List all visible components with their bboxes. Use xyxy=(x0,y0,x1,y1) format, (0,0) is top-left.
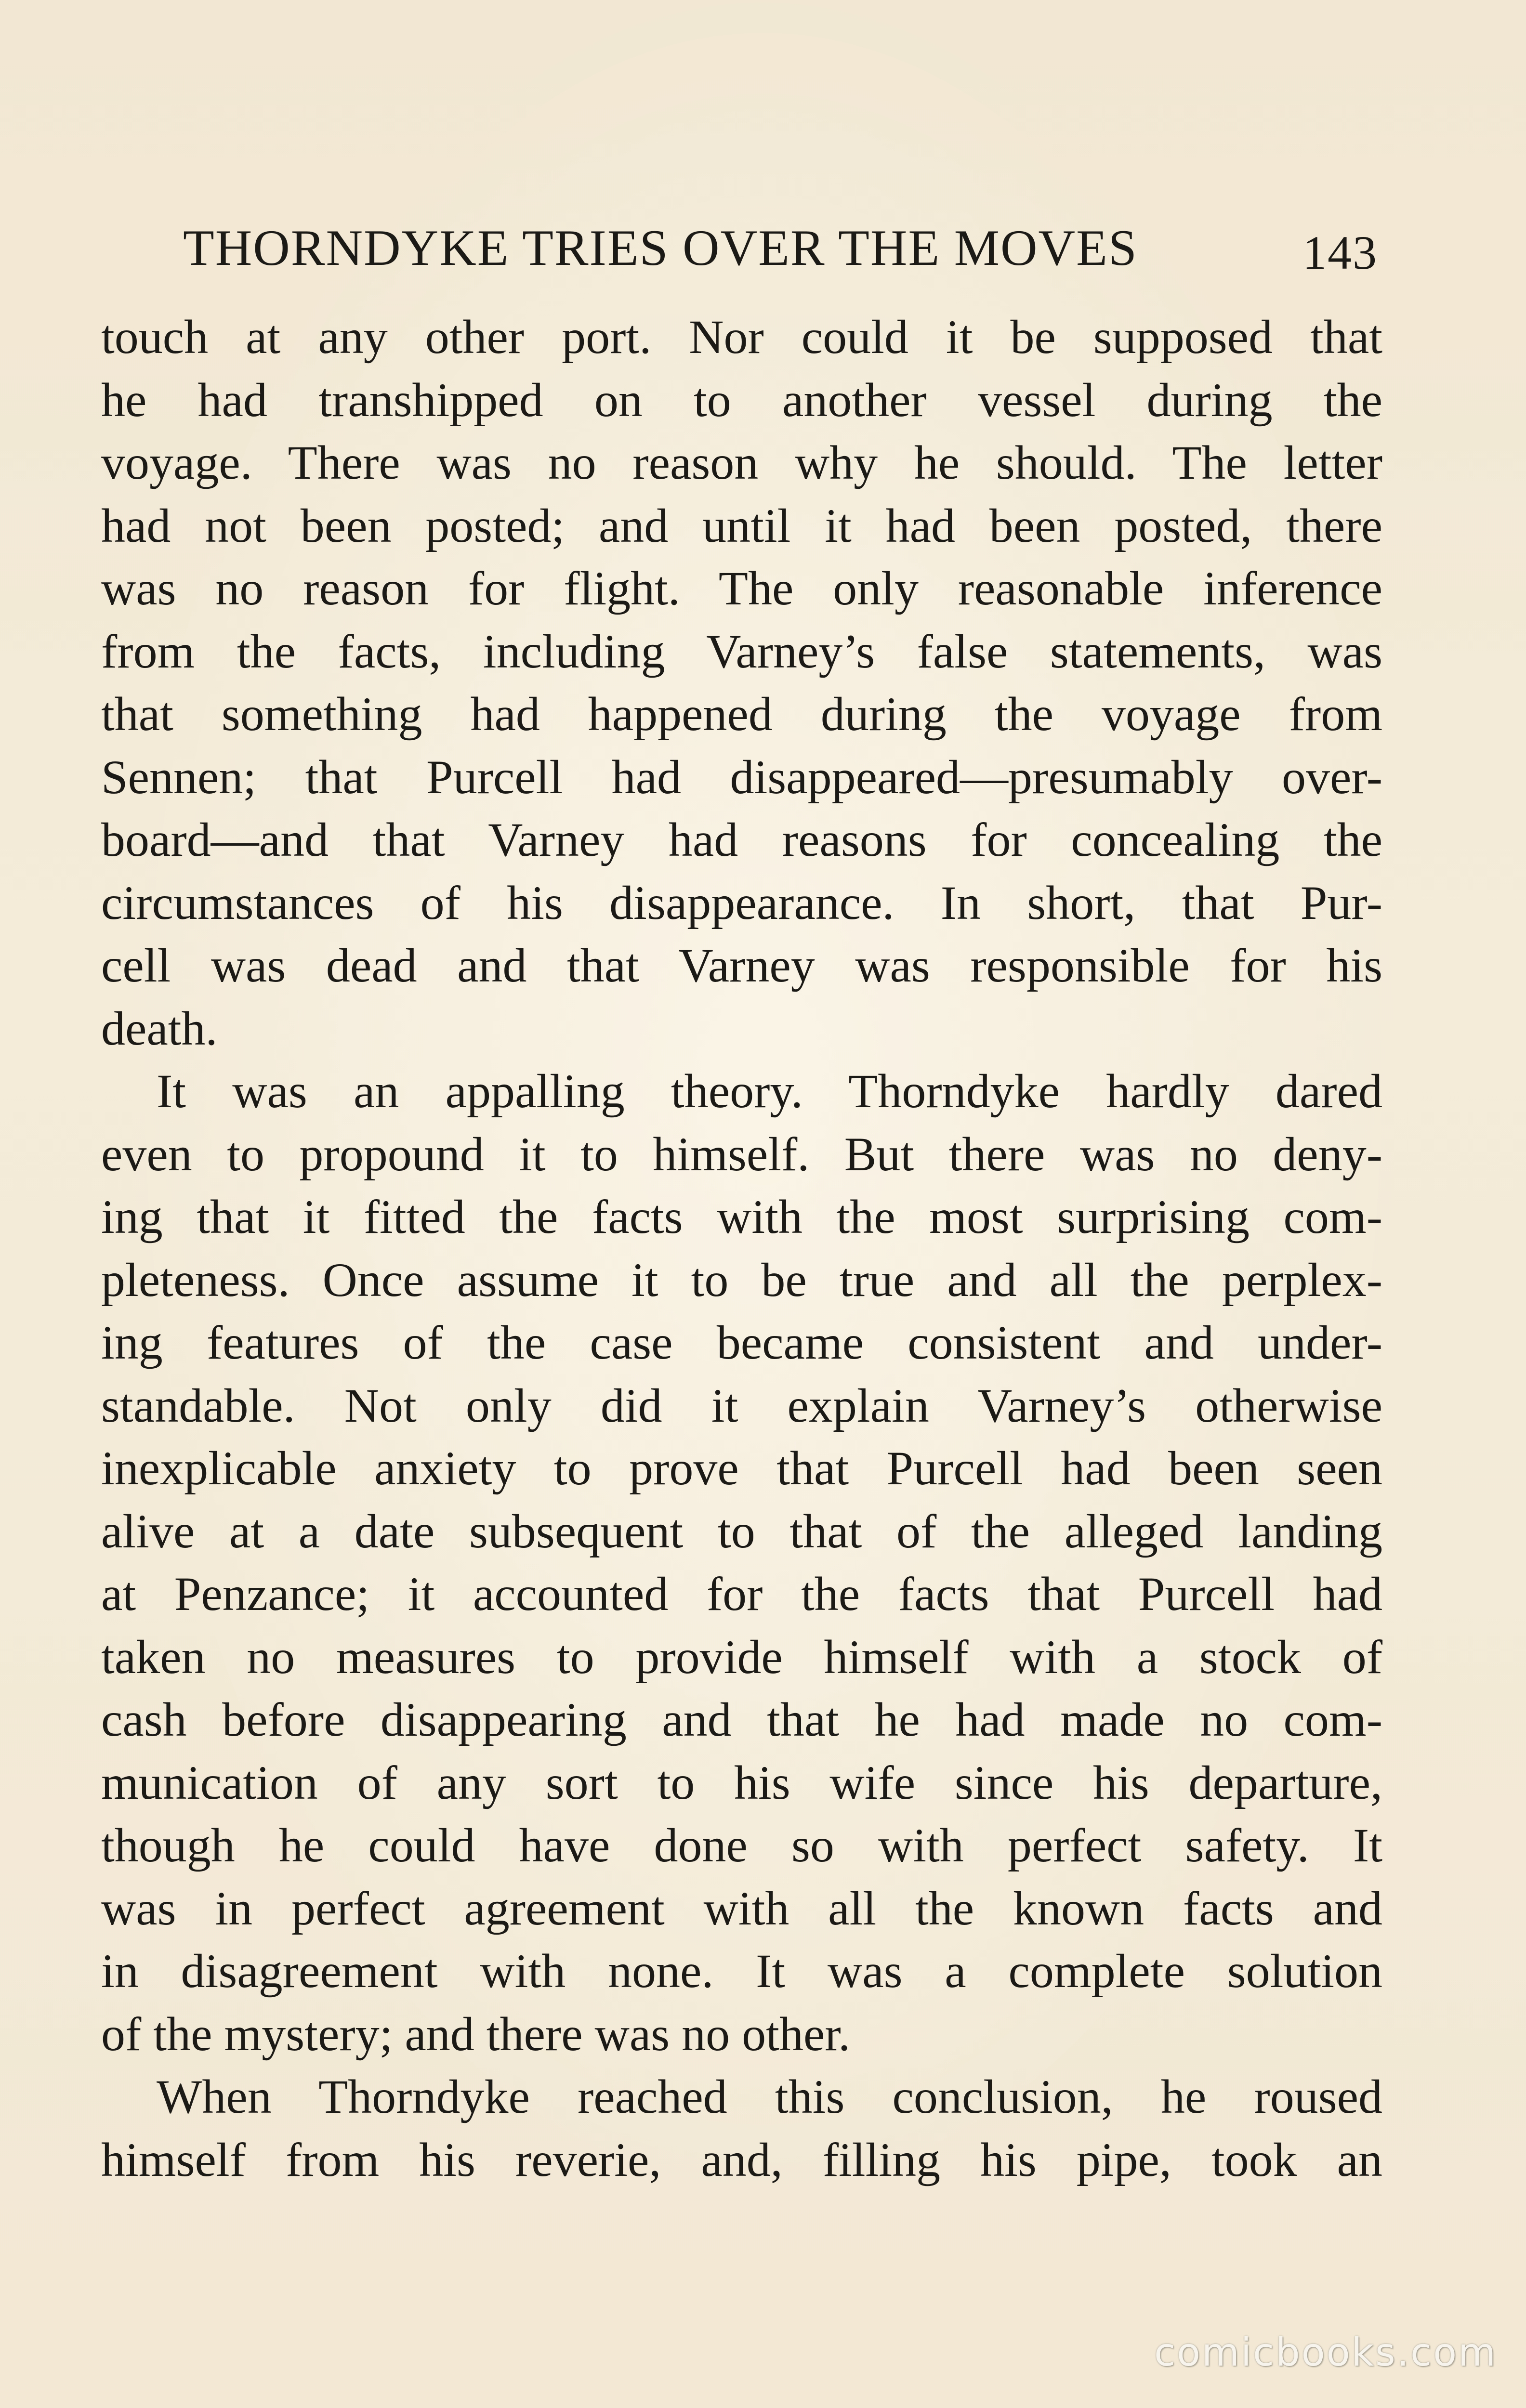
text-line: at Penzance; it accounted for the facts that Purcell had xyxy=(101,1567,1382,1621)
text-line: from the facts, including Varney’s false statements, was xyxy=(101,624,1382,678)
text-line: board—and that Varney had reasons for concealing the xyxy=(101,813,1382,866)
text-line: that something had happened during the voyage from xyxy=(101,687,1382,741)
site-watermark: comicbooks.com xyxy=(1154,2330,1497,2375)
text-line: was in perfect agreement with all the known facts and xyxy=(101,1881,1382,1935)
text-line: inexplicable anxiety to prove that Purcell had been seen xyxy=(101,1441,1382,1495)
text-line: alive at a date subsequent to that of the alleged landing xyxy=(101,1504,1382,1558)
running-head xyxy=(183,212,1378,284)
paragraph-start-line: It was an appalling theory. Thorndyke hardly dared xyxy=(157,1064,1382,1118)
paragraph-end-line: death. xyxy=(101,1001,218,1055)
text-line: even to propound it to himself. But there was no deny- xyxy=(101,1127,1382,1181)
paragraph-start-line: When Thorndyke reached this conclusion, he roused xyxy=(157,2070,1382,2123)
text-line: cell was dead and that Varney was responsible for his xyxy=(101,939,1382,992)
text-line: circumstances of his disappearance. In short, that Pur- xyxy=(101,876,1382,929)
text-line: in disagreement with none. It was a complete solution xyxy=(101,1944,1382,1998)
text-line: munication of any sort to his wife since his departure, xyxy=(101,1755,1382,1809)
text-line: taken no measures to provide himself with a stock of xyxy=(101,1630,1382,1684)
text-line: pleteness. Once assume it to be true and all the perplex- xyxy=(101,1253,1382,1307)
paragraph-end-line: of the mystery; and there was no other. xyxy=(101,2007,851,2061)
text-line: voyage. There was no reason why he should. The letter xyxy=(101,436,1382,489)
text-line: Sennen; that Purcell had disappeared—presumably over- xyxy=(101,750,1382,804)
text-line: though he could have done so with perfect safety. It xyxy=(101,1819,1382,1872)
text-line: had not been posted; and until it had been posted, there xyxy=(101,498,1382,552)
body-text xyxy=(101,306,1382,2191)
text-line: standable. Not only did it explain Varney’s otherwise xyxy=(101,1378,1382,1432)
text-line: touch at any other port. Nor could it be supposed that xyxy=(101,310,1382,364)
text-line: ing that it fitted the facts with the most surprising com- xyxy=(101,1190,1382,1243)
text-line: himself from his reverie, and, filling his pipe, took an xyxy=(101,2133,1382,2186)
page-number: 143 xyxy=(1302,226,1378,279)
text-line: ing features of the case became consistent and under- xyxy=(101,1316,1382,1369)
text-line: cash before disappearing and that he had made no com- xyxy=(101,1693,1382,1746)
text-line: he had transhipped on to another vessel during the xyxy=(101,373,1382,427)
running-title: THORNDYKE TRIES OVER THE MOVES xyxy=(183,220,1138,276)
text-line: was no reason for flight. The only reasonable inference xyxy=(101,562,1382,615)
